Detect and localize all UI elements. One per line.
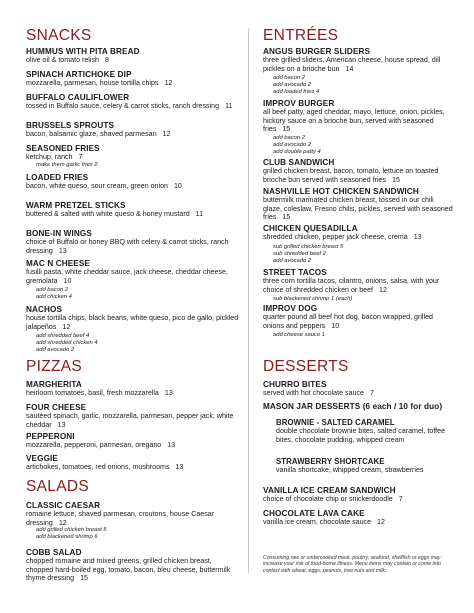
desserts-title: DESSERTS [263, 358, 349, 375]
item-price: 11 [195, 210, 204, 219]
item-addon: make them garlic fries 2 [36, 161, 98, 168]
item-desc: house tortilla chips, black beans, white queso, pico de gallo, pickled jalapeños 12 [26, 314, 239, 331]
item-desc: olive oil & tomato relish 8 [26, 56, 109, 65]
item-price: 7 [398, 495, 403, 504]
menu-item [263, 47, 453, 96]
item-desc: chopped romaine and mixed greens, grilled chicken breast, chopped hard-boiled egg, tomato, bacon, bleu cheese, buttermilk thyme dressing 15 [26, 557, 231, 582]
item-price: 14 [345, 64, 354, 73]
item-price: 12 [377, 518, 385, 527]
item-name: ANGUS BURGER SLIDERS [263, 47, 371, 56]
item-addon: add avocado 2 [273, 81, 312, 88]
item-desc: fusilli pasta, white cheddar sauce, jack cheese, cheddar cheese, gremolata 10 [26, 268, 228, 285]
item-desc: bacon, balsamic glaze, shaved parmesan 12 [26, 130, 171, 139]
item-price: 15 [80, 573, 88, 582]
item-name: LOADED FRIES [26, 173, 89, 182]
item-price: 12 [58, 518, 67, 527]
subitem-name: BROWNIE - SALTED CARAMEL [276, 418, 395, 427]
menu-item [26, 229, 240, 255]
menu-item [26, 548, 240, 582]
item-name: IMPROV BURGER [263, 99, 335, 108]
item-addon: sub grilled chicken breast 5 [273, 243, 344, 250]
item-price: 13 [175, 463, 184, 472]
item-name: IMPROV DOG [263, 304, 318, 313]
menu-item [26, 305, 240, 354]
item-addon: add blackened shrimp 6 [36, 533, 98, 540]
subitem-desc: double chocolate brownie bites, salted caramel, toffee bites, chocolate pudding, whipped cream [276, 427, 446, 444]
item-addon: add bacon 2 [273, 74, 305, 81]
item-price: 13 [58, 246, 67, 255]
item-addon: add grilled chicken breast 5 [36, 526, 107, 533]
item-price: 12 [162, 130, 171, 139]
menu-item [263, 509, 453, 527]
menu-item [263, 268, 453, 303]
snacks-title: SNACKS [26, 27, 92, 44]
item-name: MASON JAR DESSERTS (6 each / 10 for duo) [263, 402, 443, 411]
subitem-name: STRAWBERRY SHORTCAKE [276, 457, 385, 466]
item-addon: add cheese sauce 1 [273, 331, 325, 338]
item-desc: buttermilk marinated chicken breast, tossed in our chili glaze, coleslaw, Fresno chilis, pickles, served with seasoned fries 15 [263, 196, 453, 221]
item-name: HUMMUS WITH PITA BREAD [26, 47, 140, 56]
item-addon: add loaded fries 4 [273, 89, 320, 96]
item-name: SEASONED FRIES [26, 144, 100, 153]
menu-item [26, 70, 240, 88]
item-price: 8 [104, 56, 109, 65]
item-price: 15 [282, 212, 291, 221]
item-desc: mozzarella, parmesan, house tortilla chips 12 [26, 79, 173, 88]
salads-title: SALADS [26, 478, 89, 495]
item-desc: heirloom tomatoes, basil, fresh mozzarella 13 [26, 389, 173, 398]
item-name: BONE-IN WINGS [26, 229, 92, 238]
item-price: 13 [167, 441, 176, 450]
item-desc: buttered & salted with white queso & honey mustard 11 [26, 210, 204, 219]
item-price: 10 [173, 182, 182, 191]
item-name: STREET TACOS [263, 268, 327, 277]
item-desc: three corn tortilla tacos, cilantro, onions, salsa, with your choice of shredded chicken or beef 12 [263, 277, 440, 294]
item-name: CLASSIC CAESAR [26, 501, 101, 510]
item-desc: artichokes, tomatoes, red onions, mushrooms 13 [26, 463, 184, 472]
item-desc: grilled chicken breast, bacon, tomato, lettuce on toasted brioche bun served with seasoned fries 15 [263, 167, 439, 184]
item-name: BRUSSELS SPROUTS [26, 121, 115, 130]
item-name: CHURRO BITES [263, 380, 327, 389]
item-desc: ketchup, ranch 7 [26, 153, 83, 162]
menu-item [263, 224, 453, 265]
item-name: CHICKEN QUESADILLA [263, 224, 358, 233]
item-name: CLUB SANDWICH [263, 158, 335, 167]
item-price: 10 [63, 276, 72, 285]
item-desc: vanilla ice cream, chocolate sauce 12 [263, 518, 385, 527]
menu-item [26, 380, 240, 398]
item-name: WARM PRETZEL STICKS [26, 201, 126, 210]
item-price: 7 [369, 389, 374, 398]
item-name: COBB SALAD [26, 548, 82, 557]
item-name: VANILLA ICE CREAM SANDWICH [263, 486, 396, 495]
item-price: 13 [57, 420, 66, 429]
menu-item [26, 47, 240, 65]
menu-item [263, 99, 453, 157]
item-addon: add double patty 4 [273, 149, 321, 156]
pizzas-title: PIZZAS [26, 358, 83, 375]
menu-item [26, 454, 240, 472]
menu-item [26, 144, 240, 169]
item-name: MAC N CHEESE [26, 259, 90, 268]
item-desc: bacon, white queso, sour cream, green onion 10 [26, 182, 182, 191]
entrees-title: ENTRÉES [263, 27, 339, 44]
allergen-footnote: Consuming raw or undercooked meat, poultry, seafood, shellfish or eggs may increase your risk of food-borne illness. Menu items may contain or come into contact with wheat, eggs, peanuts, tree nuts and milk. [263, 555, 441, 574]
item-addon: add bacon 2 [273, 134, 305, 141]
item-price: 15 [392, 175, 400, 184]
item-desc: choice of chocolate chip or snickerdoodle 7 [263, 495, 403, 504]
item-addon: add avocado 2 [273, 142, 312, 149]
item-desc: served with hot chocolate sauce 7 [263, 389, 374, 398]
menu-item [263, 304, 453, 339]
item-addon: add avocado 2 [273, 257, 312, 264]
item-name: SPINACH ARTICHOKE DIP [26, 70, 132, 79]
menu-item [263, 486, 453, 504]
item-addon: add bacon 2 [36, 286, 68, 293]
menu-item [26, 432, 240, 450]
item-name: PEPPERONI [26, 432, 75, 441]
menu-item [263, 187, 453, 221]
item-addon: add shredded beef 4 [36, 332, 90, 339]
item-price: 10 [331, 321, 340, 330]
menu-item [26, 121, 240, 139]
menu-item [26, 259, 240, 301]
item-addon: add shredded chicken 4 [36, 339, 98, 346]
item-name: BUFFALO CAULIFLOWER [26, 93, 130, 102]
item-price: 15 [282, 124, 291, 133]
item-addon: add avocado 2 [36, 347, 75, 354]
item-desc: quarter pound all beef hot dog, bacon wrapped, grilled onions and peppers 10 [263, 313, 433, 330]
menu-item [263, 402, 453, 411]
item-price: 12 [62, 322, 71, 331]
item-price: 13 [164, 389, 173, 398]
subitem-desc: vanilla shortcake, whipped cream, strawberries [276, 466, 424, 475]
item-desc: three grilled sliders, American cheese, house spread, dill pickles on a brioche bun 14 [263, 56, 441, 73]
item-price: 7 [78, 153, 83, 162]
item-name: VEGGIE [26, 454, 58, 463]
item-addon: add chicken 4 [36, 293, 72, 300]
item-name: NASHVILLE HOT CHICKEN SANDWICH [263, 187, 419, 196]
item-desc: shredded chicken, pepper jack cheese, crema 13 [263, 233, 422, 242]
column-divider [248, 28, 249, 573]
item-price: 11 [225, 102, 233, 111]
item-desc: sautéed spinach, garlic, mozzarella, parmesan, pepper jack, white cheddar 13 [26, 412, 234, 429]
item-desc: romaine lettuce, shaved parmesan, croutons, house Caesar dressing 12 [26, 510, 215, 527]
item-desc: tossed in Buffalo sauce, celery & carrot sticks, ranch dressing 11 [26, 102, 233, 111]
item-addon: sub shredded beef 2 [273, 250, 326, 257]
item-desc: all beef patty, aged cheddar, mayo, lettuce, onion, pickles, hickory sauce on a brioche bun, served with seasoned fries 15 [263, 108, 445, 133]
menu-item [26, 173, 240, 191]
item-name: MARGHERITA [26, 380, 82, 389]
item-price: 12 [164, 79, 173, 88]
item-desc: choice of Buffalo or honey BBQ with celery & carrot sticks, ranch dressing 13 [26, 238, 229, 255]
menu-item [26, 93, 240, 111]
item-price: 13 [413, 233, 422, 242]
item-name: NACHOS [26, 305, 63, 314]
menu-item [26, 201, 240, 219]
item-name: CHOCOLATE LAVA CAKE [263, 509, 365, 518]
item-addon: sub blackened shrimp 1 (each) [273, 295, 353, 302]
menu-item [263, 158, 453, 184]
item-price: 12 [379, 285, 387, 294]
dessert-subitem [276, 457, 452, 475]
item-desc: mozzarella, pepperoni, parmesan, oregano 13 [26, 441, 176, 450]
dessert-subitem [276, 418, 452, 444]
item-name: FOUR CHEESE [26, 403, 87, 412]
menu-item [26, 403, 240, 429]
menu-item [26, 501, 240, 541]
menu-item [263, 380, 453, 398]
